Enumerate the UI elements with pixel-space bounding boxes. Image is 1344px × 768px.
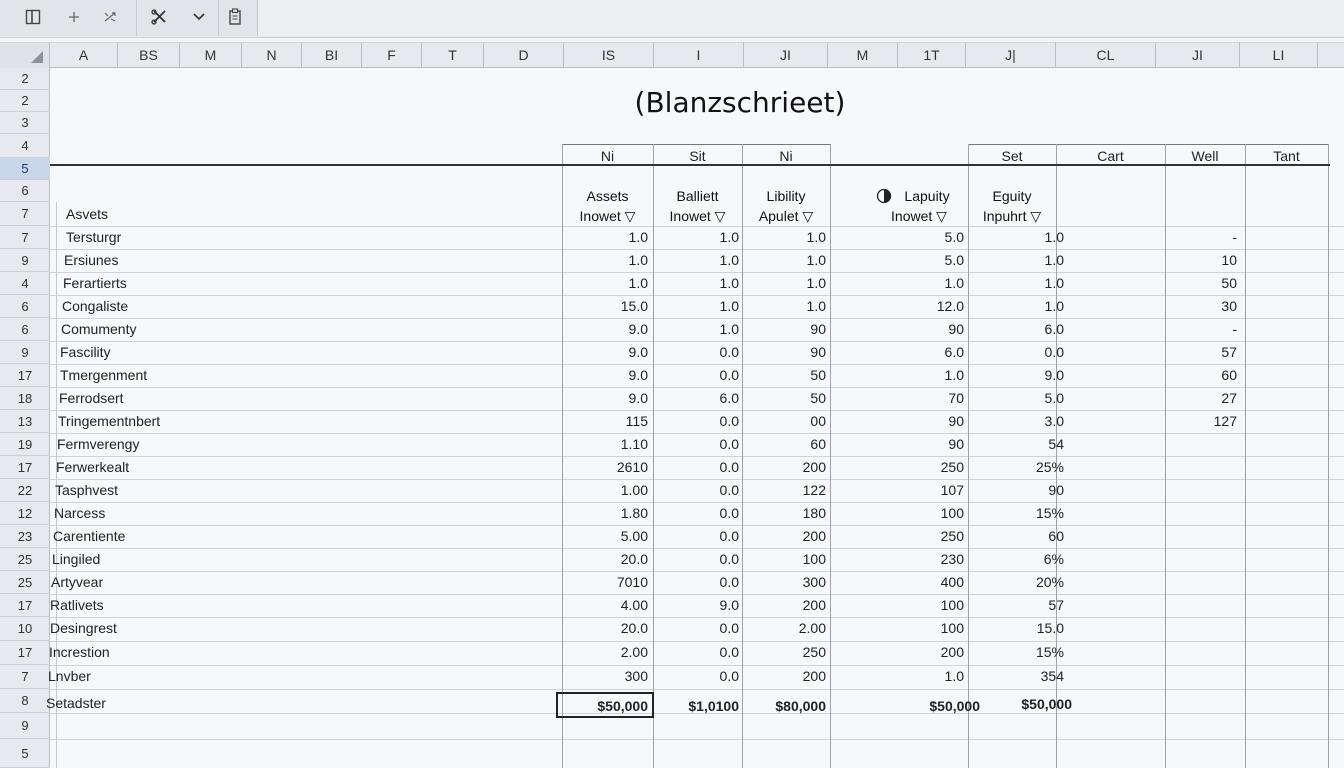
filter-dropdown[interactable]: Inowet ▽ [579, 208, 636, 224]
value-cell[interactable]: 200 [802, 528, 826, 544]
value-cell[interactable]: 0.0 [719, 413, 739, 429]
column-title-eguity[interactable] [968, 186, 1056, 226]
column-title-libility[interactable] [742, 186, 830, 226]
value-cell[interactable]: 0.0 [719, 574, 739, 590]
value-cell[interactable]: 6% [1043, 551, 1064, 567]
row-label[interactable]: Fermverengy [57, 436, 140, 452]
subheader-cell[interactable]: Ni [600, 148, 615, 164]
value-cell[interactable]: 6.0 [1044, 321, 1064, 337]
row-label[interactable]: Tasphvest [55, 482, 119, 498]
gridline [50, 641, 1344, 642]
total-value[interactable]: $50,000 [597, 698, 648, 714]
gridline [50, 387, 1344, 388]
value-cell[interactable]: 1.0 [719, 321, 739, 337]
value-cell[interactable]: 15% [1035, 505, 1064, 521]
toolbar-divider [218, 0, 219, 36]
row-header[interactable]: 2 [0, 68, 50, 90]
value-cell[interactable]: 0.0 [719, 551, 739, 567]
value-cell[interactable]: 9.0 [628, 321, 648, 337]
value-cell[interactable]: 9.0 [628, 367, 648, 383]
value-cell[interactable]: 300 [624, 668, 648, 684]
value-cell[interactable]: 200 [802, 597, 826, 613]
row-label[interactable]: Ferrodsert [59, 390, 124, 406]
value-cell[interactable]: 122 [802, 482, 826, 498]
scissors-icon[interactable] [148, 6, 172, 28]
worksheet-grid[interactable] [46, 68, 1344, 768]
value-cell[interactable]: 0.0 [719, 367, 739, 383]
column-header[interactable]: D [484, 43, 564, 68]
gridline [50, 739, 1344, 740]
row-label[interactable]: Desingrest [50, 620, 117, 636]
value-cell[interactable]: 5.0 [944, 229, 964, 245]
value-cell[interactable]: 1.0 [1044, 252, 1064, 268]
value-cell[interactable]: 250 [802, 644, 826, 660]
column-header[interactable]: A [50, 43, 118, 68]
row-header-selected[interactable]: 5 [0, 158, 50, 180]
value-cell[interactable]: 0.0 [719, 344, 739, 360]
column-header[interactable]: I [654, 43, 744, 68]
value-cell[interactable]: 27 [1221, 390, 1237, 406]
row-label[interactable]: Tmergenment [60, 367, 148, 383]
value-cell[interactable]: 1.0 [944, 668, 964, 684]
gridline [50, 272, 1344, 273]
column-header[interactable]: N [242, 43, 302, 68]
chevron-down-icon[interactable] [188, 6, 210, 28]
gridline [50, 249, 1344, 250]
value-cell[interactable]: 1.0 [806, 298, 826, 314]
column-border [1328, 144, 1329, 768]
row-label[interactable]: Narcess [54, 505, 106, 521]
value-cell[interactable]: 57 [1221, 344, 1237, 360]
gridline [50, 617, 1344, 618]
value-cell[interactable]: 15.0 [1036, 620, 1064, 636]
column-header[interactable]: M [828, 43, 898, 68]
subheader-cell[interactable]: Well [1191, 148, 1219, 164]
header-line: Eguity [992, 188, 1032, 204]
value-cell[interactable]: 90 [948, 436, 964, 452]
row-header[interactable]: 18 [0, 387, 50, 410]
shuffle-icon[interactable] [100, 6, 120, 28]
column-header[interactable]: F [362, 43, 422, 68]
value-cell[interactable]: 107 [940, 482, 964, 498]
value-cell[interactable]: 1.0 [1044, 298, 1064, 314]
column-header[interactable]: CL [1056, 43, 1156, 68]
gridline [50, 689, 1344, 690]
value-cell[interactable]: 200 [802, 668, 826, 684]
row-header[interactable]: 25 [0, 548, 50, 571]
gridline [968, 144, 1328, 145]
column-title-assets[interactable] [562, 186, 653, 226]
filter-dropdown[interactable]: Apulet ▽ [758, 208, 814, 224]
row-label[interactable]: Lingiled [52, 551, 101, 567]
row-label[interactable]: Comumenty [61, 321, 137, 337]
value-cell[interactable]: 0.0 [719, 436, 739, 452]
value-cell[interactable]: 0.0 [1044, 344, 1064, 360]
row-header[interactable]: 22 [0, 479, 50, 502]
value-cell[interactable]: 00 [810, 413, 826, 429]
value-cell[interactable]: 1.0 [944, 367, 964, 383]
subheader-cell[interactable]: Tant [1273, 148, 1300, 164]
value-cell[interactable]: 90 [1048, 482, 1064, 498]
value-cell[interactable]: 50 [1221, 275, 1237, 291]
value-cell[interactable]: 1.0 [806, 229, 826, 245]
value-cell[interactable]: 0.0 [719, 668, 739, 684]
value-cell[interactable]: 5.0 [944, 252, 964, 268]
value-cell[interactable]: 1.0 [719, 229, 739, 245]
value-cell[interactable]: 3.0 [1044, 413, 1064, 429]
value-cell[interactable]: 25% [1035, 459, 1064, 475]
value-cell[interactable]: 30 [1221, 298, 1237, 314]
value-cell[interactable]: 1.0 [628, 229, 648, 245]
total-value[interactable]: $50,000 [929, 698, 980, 714]
value-cell[interactable]: 0.0 [719, 620, 739, 636]
column-header[interactable]: M [180, 43, 242, 68]
header-line: Libility [766, 188, 806, 204]
value-cell[interactable]: 90 [948, 321, 964, 337]
column-header[interactable]: T [422, 43, 484, 68]
value-cell[interactable]: 9.0 [719, 597, 739, 613]
row-header[interactable]: 9 [0, 341, 50, 364]
column-header[interactable]: LI [1240, 43, 1318, 68]
value-cell[interactable]: 180 [802, 505, 826, 521]
total-value[interactable]: $1,0100 [688, 698, 739, 714]
row-header[interactable]: 4 [0, 134, 50, 158]
header-line-text: Lapuity [904, 188, 950, 204]
column-header-bar [0, 42, 1344, 68]
value-cell[interactable]: 250 [940, 459, 964, 475]
value-cell[interactable]: 57 [1048, 597, 1064, 613]
value-cell[interactable]: 50 [810, 390, 826, 406]
column-header[interactable]: BI [302, 43, 362, 68]
value-cell[interactable]: 1.0 [628, 252, 648, 268]
gridline [50, 502, 1344, 503]
value-cell[interactable]: 12.0 [936, 298, 964, 314]
row-header[interactable]: 25 [0, 571, 50, 594]
row-header[interactable]: 9 [0, 713, 50, 739]
row-label[interactable]: Lnvber [48, 668, 91, 684]
value-cell[interactable]: 250 [940, 528, 964, 544]
value-cell[interactable]: 100 [940, 620, 964, 636]
clipboard-icon[interactable] [224, 6, 246, 28]
toolbar-group [0, 0, 258, 36]
subheader-cell[interactable]: Ni [779, 148, 793, 164]
gridline [50, 318, 1344, 319]
value-cell[interactable]: 200 [802, 459, 826, 475]
header-line: Balliett [676, 188, 719, 204]
row-label[interactable]: Congaliste [62, 298, 129, 314]
row-label[interactable]: Fascility [60, 344, 111, 360]
row-label[interactable]: Ferwerkealt [56, 459, 130, 475]
value-cell[interactable]: 9.0 [628, 390, 648, 406]
header-line: Assets [586, 188, 629, 204]
column-border [1245, 144, 1246, 768]
value-cell[interactable]: 6.0 [944, 344, 964, 360]
gridline [50, 571, 1344, 572]
row-label[interactable]: Artyvear [51, 574, 104, 590]
filter-dropdown[interactable]: Inowet ▽ [891, 208, 947, 224]
gridline [50, 410, 1344, 411]
column-title-balliett[interactable] [653, 186, 742, 226]
value-cell[interactable]: 60 [1048, 528, 1064, 544]
value-cell[interactable]: 0.0 [719, 459, 739, 475]
value-cell[interactable]: 20.0 [620, 551, 648, 567]
subheader-cell[interactable]: Sit [689, 148, 706, 164]
gridline [562, 144, 830, 145]
row-label[interactable]: Tringementnbert [58, 413, 161, 429]
gridline [50, 433, 1344, 434]
value-cell[interactable]: 0.0 [719, 644, 739, 660]
filter-dropdown[interactable]: Inpuhrt ▽ [982, 208, 1042, 224]
value-cell[interactable]: 9.0 [628, 344, 648, 360]
value-cell[interactable]: 50 [810, 367, 826, 383]
row-header[interactable]: 23 [0, 525, 50, 548]
value-cell[interactable]: 1.10 [620, 436, 648, 452]
value-cell[interactable]: 300 [802, 574, 826, 590]
value-cell[interactable]: 1.0 [1044, 229, 1064, 245]
value-cell[interactable]: - [1232, 229, 1237, 245]
row-header[interactable]: 2 [0, 90, 50, 112]
toolbar [0, 0, 1344, 38]
header-line [870, 186, 968, 206]
gridline [50, 548, 1344, 549]
row-header[interactable]: 6 [0, 318, 50, 341]
gridline [50, 295, 1344, 296]
row-header[interactable]: 12 [0, 502, 50, 525]
toolbar-divider [136, 0, 137, 36]
row-header[interactable]: 9 [0, 249, 50, 272]
value-cell[interactable]: 400 [940, 574, 964, 590]
value-cell[interactable]: 230 [940, 551, 964, 567]
gridline [50, 525, 1344, 526]
row-header[interactable]: 5 [0, 739, 50, 768]
value-cell[interactable]: 20% [1035, 574, 1064, 590]
value-cell[interactable]: 20.0 [620, 620, 648, 636]
value-cell[interactable]: - [1232, 321, 1237, 337]
subheader-cell[interactable]: Set [1001, 148, 1023, 164]
value-cell[interactable]: 5.0 [1044, 390, 1064, 406]
pin-icon[interactable] [64, 6, 84, 28]
value-cell[interactable]: 4.00 [620, 597, 648, 613]
select-all-corner[interactable] [0, 43, 50, 68]
row-header[interactable]: 10 [0, 617, 50, 641]
value-cell[interactable]: 1.0 [719, 252, 739, 268]
value-cell[interactable]: 1.0 [628, 275, 648, 291]
total-label[interactable]: Setadster [46, 695, 106, 711]
column-header[interactable]: 1T [898, 43, 966, 68]
filter-dropdown[interactable]: Inowet ▽ [669, 208, 726, 224]
value-cell[interactable]: 9.0 [1044, 367, 1064, 383]
column-header[interactable]: JI [744, 43, 828, 68]
value-cell[interactable]: 5.00 [620, 528, 648, 544]
column-header[interactable]: IS [564, 43, 654, 68]
value-cell[interactable]: 60 [810, 436, 826, 452]
value-cell[interactable]: 200 [940, 644, 964, 660]
value-cell[interactable]: 2.00 [620, 644, 648, 660]
value-cell[interactable]: 1.80 [620, 505, 648, 521]
row-header[interactable]: 13 [0, 410, 50, 433]
row-label[interactable]: Ersiunes [64, 252, 119, 268]
row-header[interactable]: 6 [0, 180, 50, 202]
value-cell[interactable]: 1.0 [719, 275, 739, 291]
gridline [50, 364, 1344, 365]
row-header[interactable]: 17 [0, 641, 50, 665]
gridline [50, 226, 1344, 227]
gridline [50, 665, 1344, 666]
value-cell[interactable]: 100 [802, 551, 826, 567]
value-cell[interactable]: 60 [1221, 367, 1237, 383]
value-cell[interactable]: 1.0 [806, 252, 826, 268]
row-header[interactable]: 6 [0, 295, 50, 318]
gridline [50, 341, 1344, 342]
value-cell[interactable]: 1.0 [806, 275, 826, 291]
sidebar-icon[interactable] [22, 6, 44, 28]
value-cell[interactable]: 1.0 [1044, 275, 1064, 291]
column-header[interactable]: JI [1156, 43, 1240, 68]
row-label[interactable]: Ferartierts [63, 275, 127, 291]
value-cell[interactable]: 54 [1048, 436, 1064, 452]
value-cell[interactable]: 1.00 [620, 482, 648, 498]
row-label[interactable]: Carentiente [53, 528, 126, 544]
value-cell[interactable]: 100 [940, 505, 964, 521]
column-border [830, 144, 831, 768]
value-cell[interactable]: 90 [948, 413, 964, 429]
row-header[interactable]: 8 [0, 689, 50, 713]
value-cell[interactable]: 70 [948, 390, 964, 406]
value-cell[interactable]: 6.0 [719, 390, 739, 406]
row-header[interactable]: 3 [0, 112, 50, 134]
value-cell[interactable]: 354 [1040, 668, 1064, 684]
total-value[interactable]: $80,000 [775, 698, 826, 714]
value-cell[interactable]: 100 [940, 597, 964, 613]
row-label[interactable]: Tersturgr [66, 229, 122, 245]
sheet-title: (Blanzschrieet) [634, 86, 846, 119]
total-value[interactable]: $50,000 [1021, 696, 1072, 712]
row-header-bar [0, 68, 50, 768]
row-header[interactable]: 7 [0, 202, 50, 226]
row-header[interactable]: 4 [0, 272, 50, 295]
value-cell[interactable]: 2.00 [798, 620, 826, 636]
row-header[interactable]: 7 [0, 226, 50, 249]
value-cell[interactable]: 7010 [616, 574, 648, 590]
subheader-cell[interactable]: Cart [1097, 148, 1124, 164]
row-header[interactable]: 17 [0, 456, 50, 479]
info-icon [876, 188, 892, 209]
gridline [50, 594, 1344, 595]
column-title-lapuity[interactable] [870, 186, 968, 226]
gridline [50, 456, 1344, 457]
gridline [50, 479, 1344, 480]
row-header[interactable]: 19 [0, 433, 50, 456]
value-cell[interactable]: 0.0 [719, 482, 739, 498]
row-label[interactable]: Increstion [49, 644, 110, 660]
value-cell[interactable]: 127 [1213, 413, 1237, 429]
value-cell[interactable]: 1.0 [719, 298, 739, 314]
row-header[interactable]: 17 [0, 364, 50, 387]
section-label[interactable]: Asvets [66, 206, 109, 222]
value-cell[interactable]: 15% [1035, 644, 1064, 660]
column-header[interactable]: J| [966, 43, 1056, 68]
value-cell[interactable]: 2610 [616, 459, 648, 475]
value-cell[interactable]: 15.0 [620, 298, 648, 314]
value-cell[interactable]: 10 [1221, 252, 1237, 268]
row-header[interactable]: 7 [0, 665, 50, 689]
row-label[interactable]: Ratlivets [50, 597, 104, 613]
row-header[interactable]: 17 [0, 594, 50, 617]
value-cell[interactable]: 115 [625, 413, 648, 429]
value-cell[interactable]: 90 [810, 344, 826, 360]
value-cell[interactable]: 0.0 [719, 528, 739, 544]
value-cell[interactable]: 90 [810, 321, 826, 337]
value-cell[interactable]: 1.0 [944, 275, 964, 291]
column-header[interactable]: BS [118, 43, 180, 68]
value-cell[interactable]: 0.0 [719, 505, 739, 521]
